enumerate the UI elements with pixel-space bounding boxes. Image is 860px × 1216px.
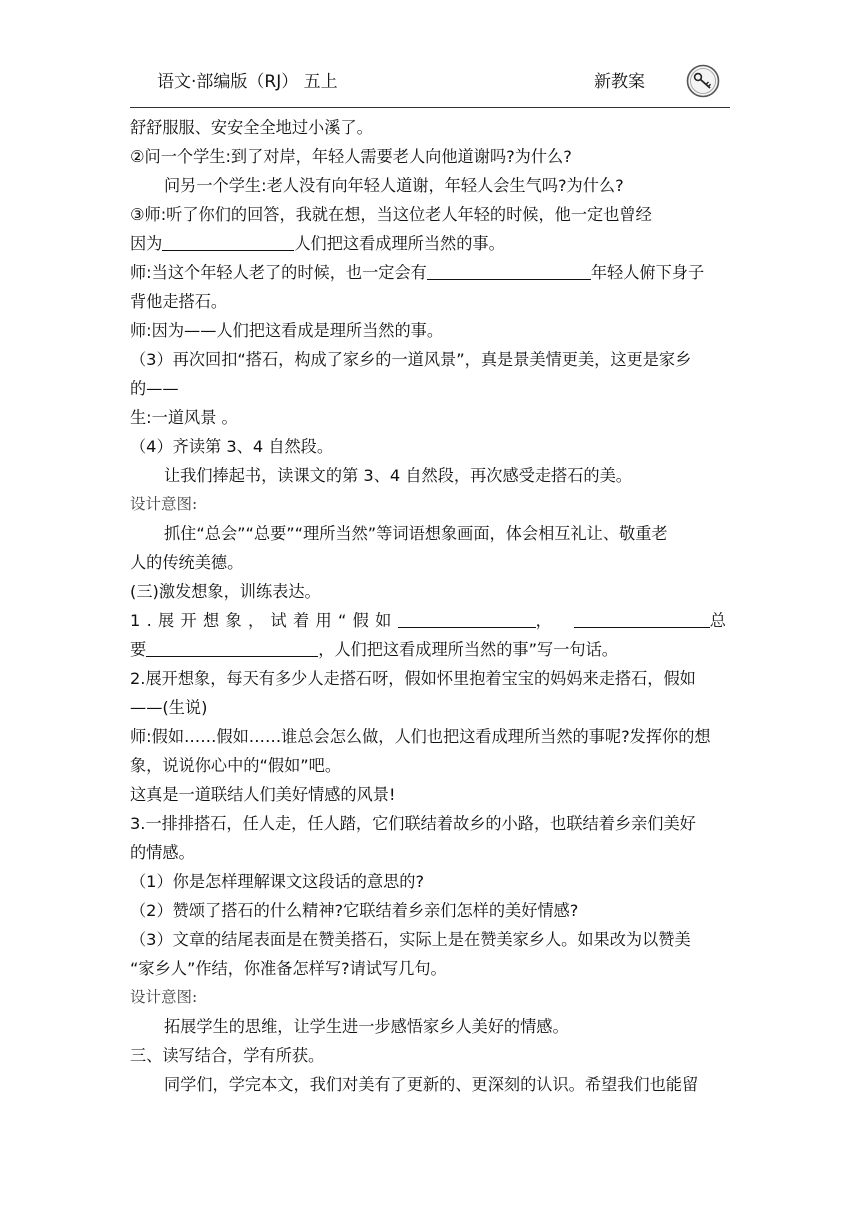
document-body [130, 113, 730, 1099]
text-segment: ， [535, 611, 552, 630]
text-segment: 因为 [130, 234, 163, 253]
text-segment: 人们把这看成理所当然的事。 [294, 234, 505, 253]
text-line: 背他走搭石。 [130, 292, 228, 311]
text-line: 师:假如……假如……谁总会怎么做，人们也把这看成理所当然的事呢?发挥你的想 [130, 727, 711, 746]
text-line: 人的传统美德。 [130, 553, 244, 572]
header-subject: 语文·部编版（RJ） 五上 [157, 72, 338, 92]
text-line [130, 229, 730, 258]
text-line: “家乡人”作结，你准备怎样写?请试写几句。 [130, 959, 447, 978]
text-line: ③师:听了你们的回答，我就在想，当这位老人年轻的时候，他一定也曾经 [130, 205, 652, 224]
text-line [130, 635, 730, 664]
header-title: 新教案 [594, 72, 645, 92]
key-logo-icon [686, 64, 720, 98]
text-line: ②问一个学生:到了对岸，年轻人需要老人向他道谢吗?为什么? [130, 147, 572, 166]
text-segment: 要 [130, 640, 147, 659]
design-intent-label: 设计意图: [130, 495, 198, 513]
text-line: 师:因为——人们把这看成是理所当然的事。 [130, 321, 444, 340]
text-line: 的情感。 [130, 843, 195, 862]
text-segment: 师:当这个年轻人老了的时候，也一定会有 [130, 263, 427, 282]
text-line: （4）齐读第 3、4 自然段。 [130, 437, 334, 456]
text-line: （1）你是怎样理解课文这段话的意思的? [130, 872, 425, 891]
fill-in-blank [146, 639, 318, 657]
section-heading: 三、读写结合，学有所获。 [130, 1046, 325, 1065]
text-segment: 总 [709, 611, 726, 630]
fill-in-blank [427, 262, 591, 280]
text-line: 的—— [130, 379, 179, 398]
text-line: 抓住“总会”“总要”“理所当然”等词语想象画面，体会相互礼让、敬重老 [164, 524, 668, 543]
text-line: 3.一排排搭石，任人走，任人踏，它们联结着故乡的小路，也联结着乡亲们美好 [130, 814, 696, 833]
text-line: 舒舒服服、安安全全地过小溪了。 [130, 118, 373, 137]
text-line: 同学们，学完本文，我们对美有了更新的、更深刻的认识。希望我们也能留 [164, 1075, 699, 1094]
text-segment: ，人们把这看成理所当然的事”写一句话。 [318, 640, 618, 659]
fill-in-blank [398, 610, 536, 628]
text-line: 问另一个学生:老人没有向年轻人道谢，年轻人会生气吗?为什么? [164, 176, 624, 195]
fill-in-blank [574, 610, 710, 628]
header-divider [130, 107, 730, 108]
text-line: 生:一道风景 。 [130, 408, 238, 427]
text-line: 2.展开想象，每天有多少人走搭石呀，假如怀里抱着宝宝的妈妈来走搭石，假如 [130, 669, 696, 688]
text-line: 象，说说你心中的“假如”吧。 [130, 756, 342, 775]
text-line [130, 258, 730, 287]
fill-in-blank [162, 233, 294, 251]
text-line [130, 606, 730, 635]
text-line: （2）赞颂了搭石的什么精神?它联结着乡亲们怎样的美好情感? [130, 901, 579, 920]
text-segment: 1.展开想象，试着用“假如 [130, 611, 398, 630]
text-line: 这真是一道联结人们美好情感的风景! [130, 785, 396, 804]
text-segment: 年轻人俯下身子 [590, 263, 705, 282]
text-line: ——(生说) [130, 698, 208, 717]
text-line: 让我们捧起书，读课文的第 3、4 自然段，再次感受走搭石的美。 [164, 466, 632, 485]
text-line: （3）再次回扣“搭石，构成了家乡的一道风景”，真是景美情更美，这更是家乡 [130, 350, 692, 369]
design-intent-label: 设计意图: [130, 988, 198, 1006]
section-heading: (三)激发想象，训练表达。 [130, 582, 321, 601]
text-line: （3）文章的结尾表面是在赞美搭石，实际上是在赞美家乡人。如果改为以赞美 [130, 930, 691, 949]
text-line: 拓展学生的思维，让学生进一步感悟家乡人美好的情感。 [164, 1017, 569, 1036]
